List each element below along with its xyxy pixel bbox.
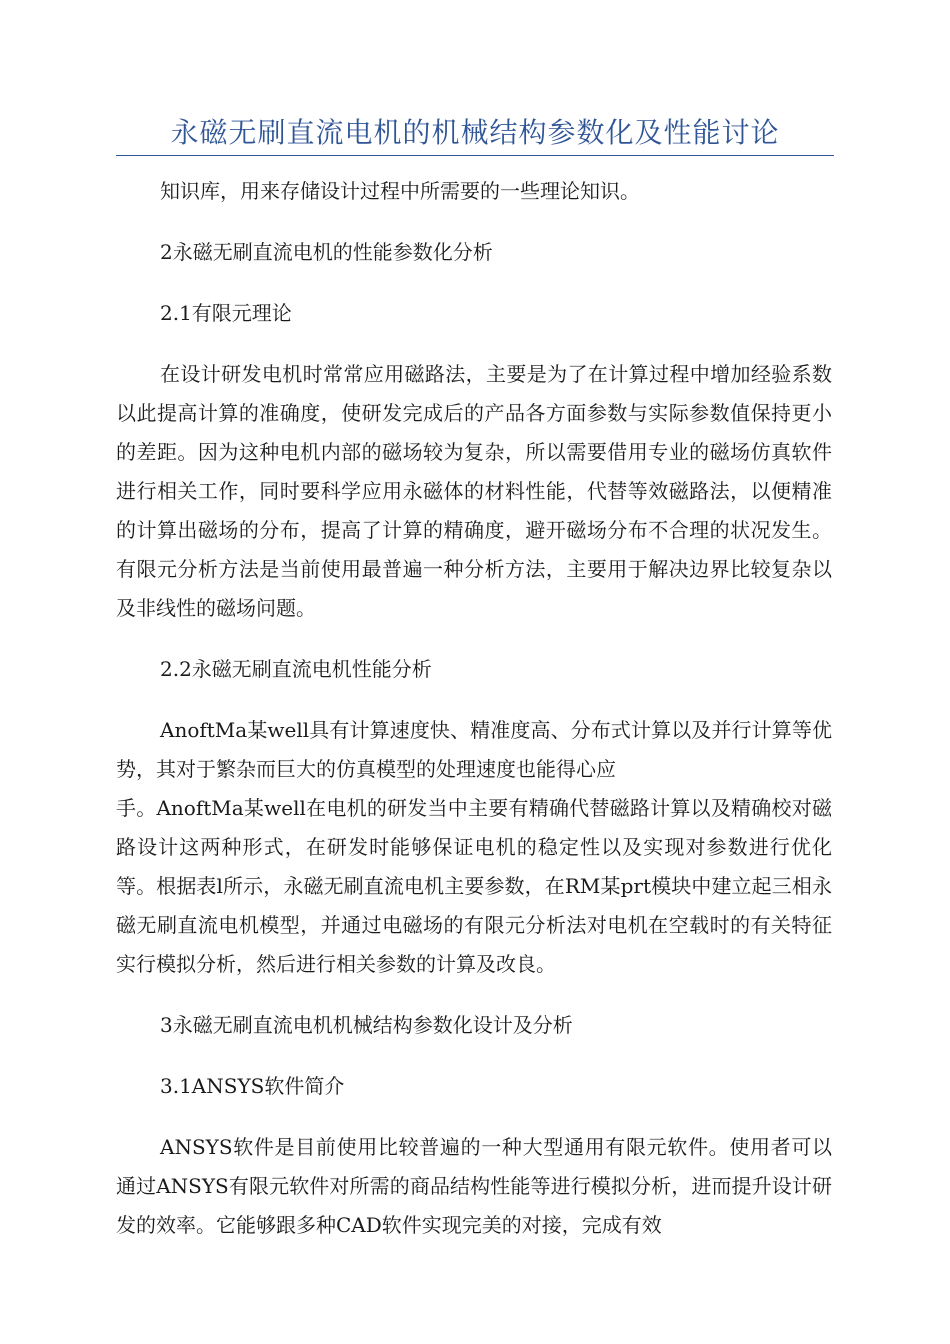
paragraph-2-2a: AnoftMa某well具有计算速度快、精准度高、分布式计算以及并行计算等优势，其对于繁杂而巨大的仿真模型的处理速度也能得心应 (116, 718, 832, 781)
paragraph-2-1: 在设计研发电机时常常应用磁路法，主要是为了在计算过程中增加经验系数以此提高计算的准确度，使研发完成后的产品各方面参数与实际参数值保持更小的差距。因为这种电机内部的磁场较为复杂，所以需要借用专业的磁场仿真软件进行相关工作，同时要科学应用永磁体的材料性能，代替等效磁路法，以便精准的计算出磁场的分布，提高了计算的精确度，避开磁场分布不合理的状况发生。有限元分析方法是当前使用最普遍一种分析方法，主要用于解决边界比较复杂以及非线性的磁场问题。 (116, 362, 832, 620)
document-body (116, 172, 832, 1245)
header-rule (116, 155, 834, 156)
paragraph-2-2b: 手。AnoftMa某well在电机的研发当中主要有精确代替磁路计算以及精确校对磁路设计这两种形式，在研发时能够保证电机的稳定性以及实现对参数进行优化等。根据表l所示，永磁无刷直流电机主要参数，在RM某prt模块中建立起三相永磁无刷直流电机模型，并通过电磁场的有限元分析法对电机在空载时的有关特征实行模拟分析，然后进行相关参数的计算及改良。 (116, 796, 832, 976)
section-heading-3-1: 3.1ANSYS软件简介 (160, 1074, 345, 1098)
page-header (116, 112, 834, 156)
section-heading-2-1: 2.1有限元理论 (160, 301, 292, 325)
paragraph-3-1: ANSYS软件是目前使用比较普遍的一种大型通用有限元软件。使用者可以通过ANSYS有限元软件对所需的商品结构性能等进行模拟分析，进而提升设计研发的效率。它能够跟多种CAD软件实现完美的对接，完成有效 (116, 1135, 832, 1237)
section-heading-2-2: 2.2永磁无刷直流电机性能分析 (160, 657, 432, 681)
paragraph-intro: 知识库，用来存储设计过程中所需要的一些理论知识。 (160, 179, 640, 203)
section-heading-3: 3永磁无刷直流电机机械结构参数化设计及分析 (160, 1013, 573, 1037)
section-heading-2: 2永磁无刷直流电机的性能参数化分析 (160, 240, 493, 264)
document-title: 永磁无刷直流电机的机械结构参数化及性能讨论 (170, 116, 780, 149)
